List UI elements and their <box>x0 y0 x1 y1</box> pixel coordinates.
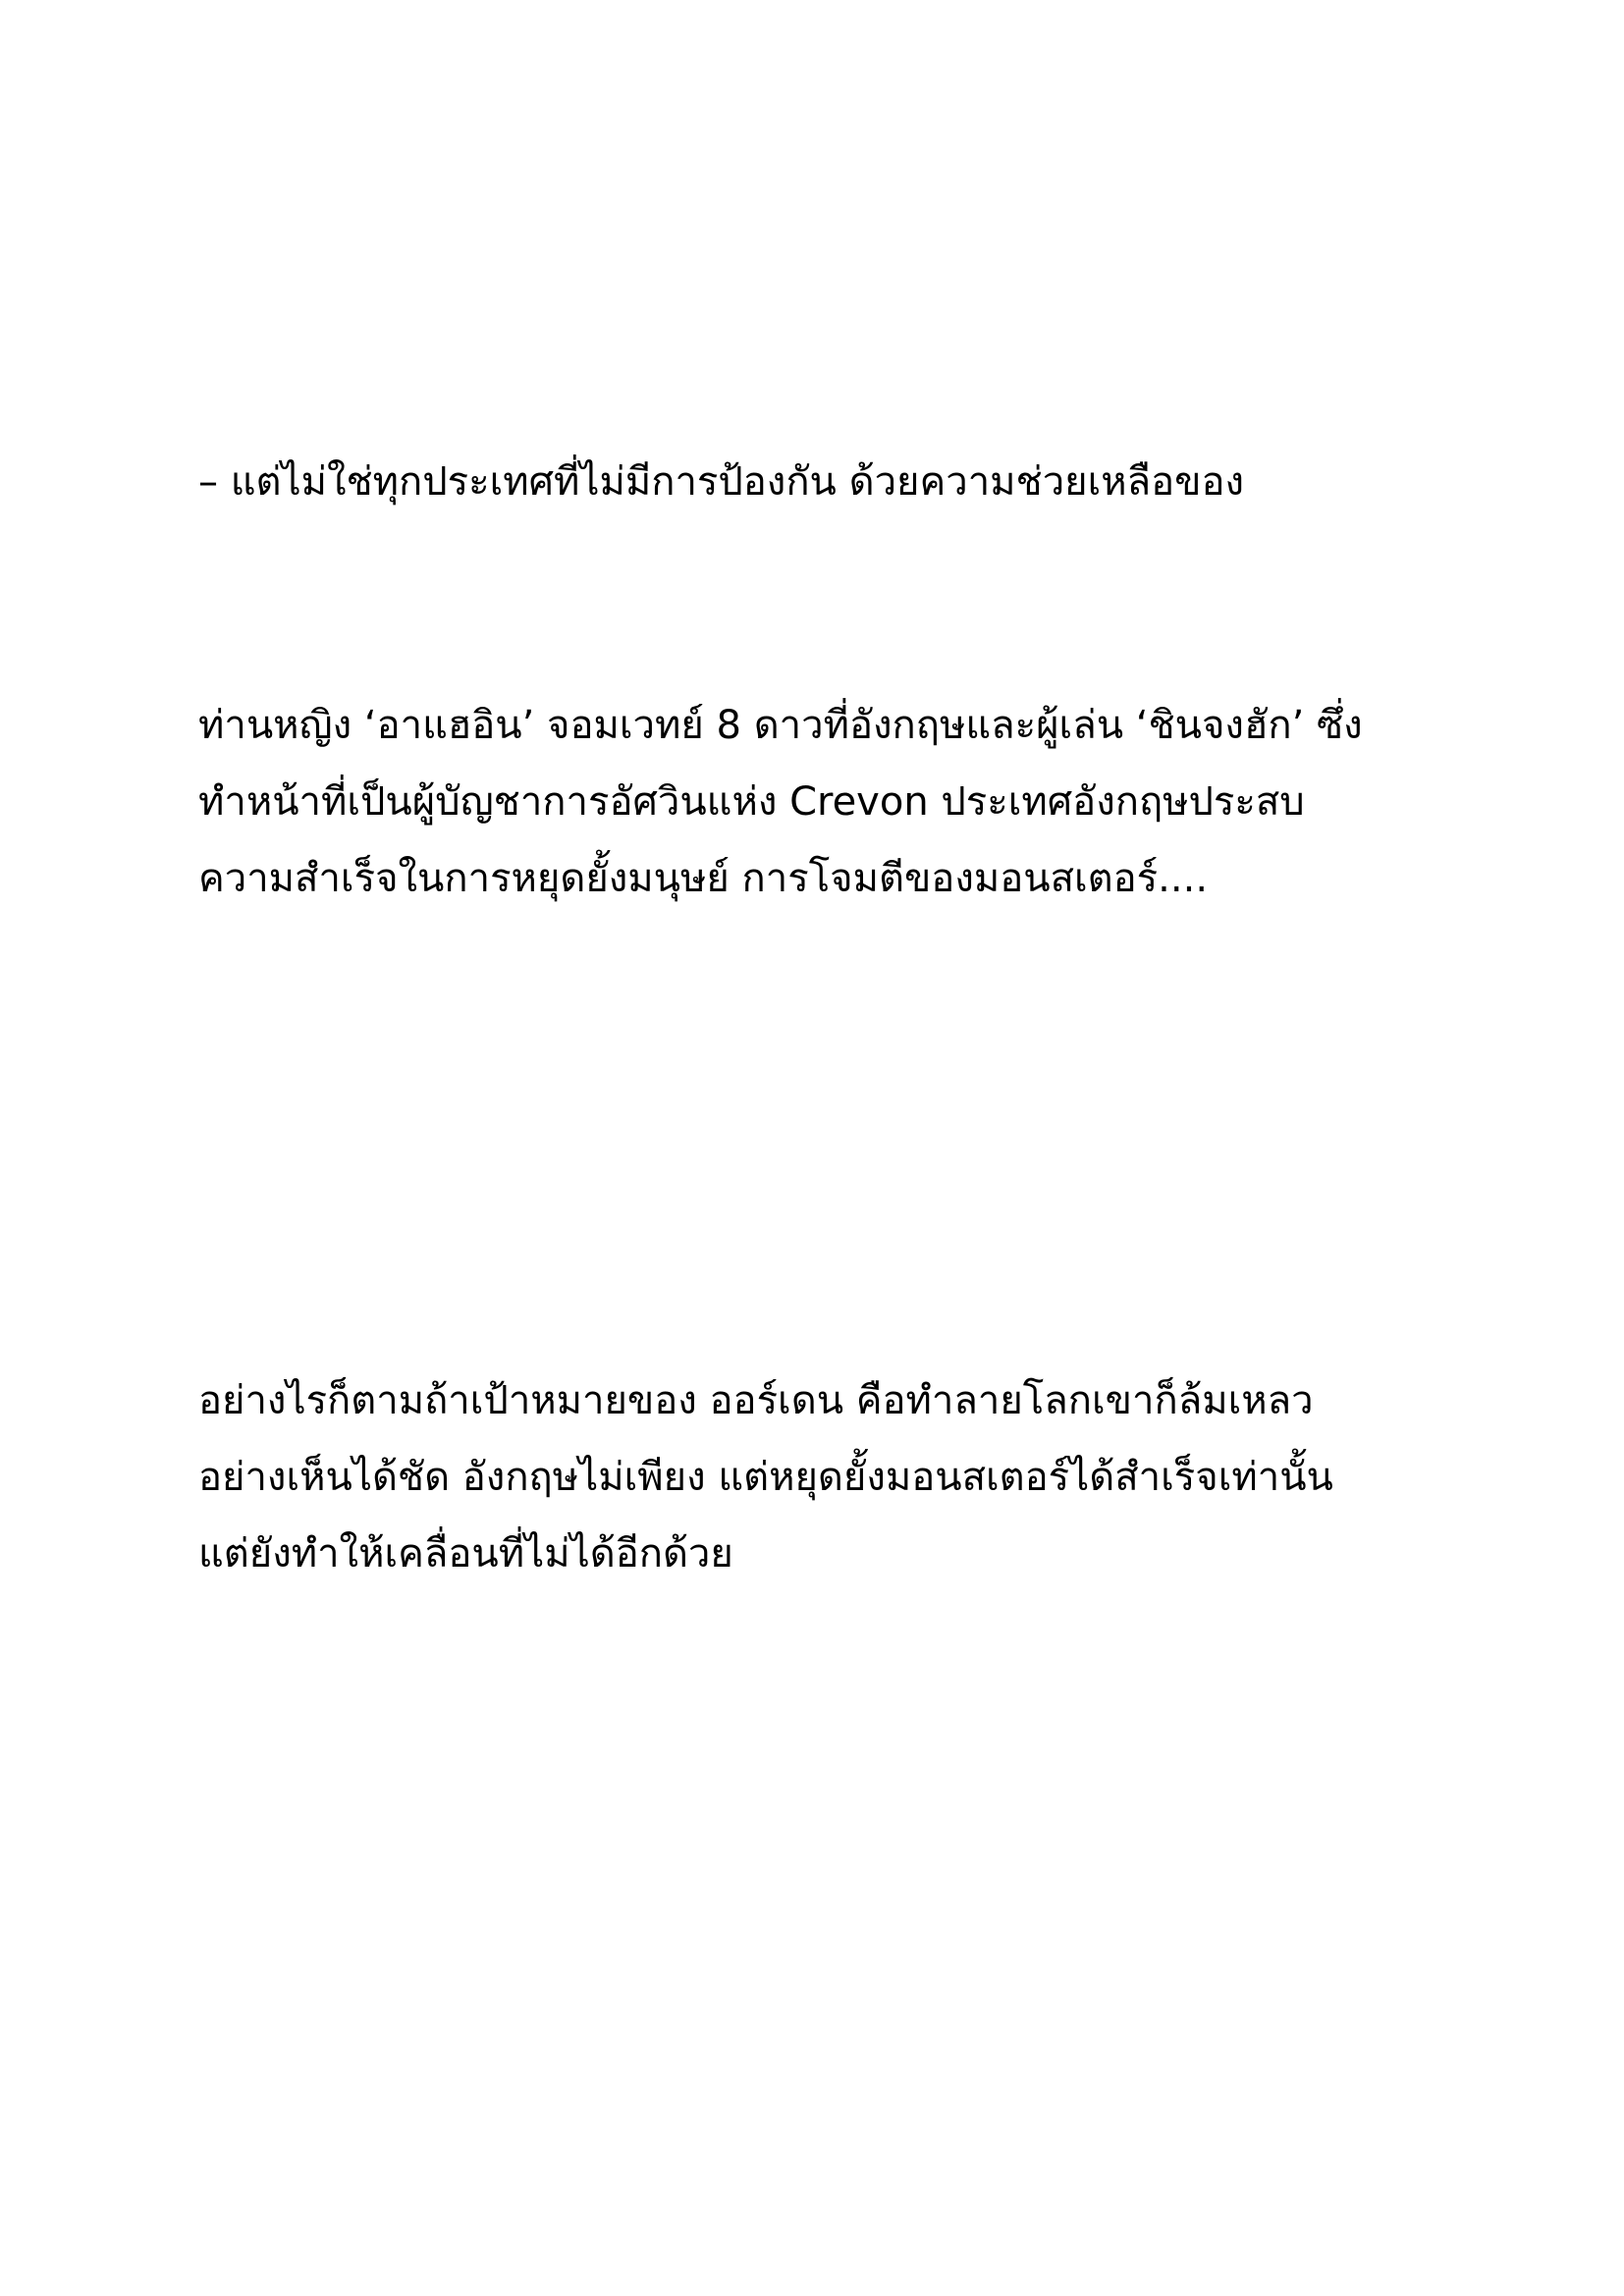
paragraph-2-line-3: ความสำเร็จในการหยุดยั้งมนุษย์ การโจมตีของมอนสเตอร์.... <box>198 856 1209 901</box>
paragraph-2-line-2: ทำหน้าที่เป็นผู้บัญชาการอัศวินแห่ง Crevon ประเทศอังกฤษประสบ <box>198 779 1305 825</box>
paragraph-2-line-1: ท่านหญิง ‘อาแฮอิน’ จอมเวทย์ 8 ดาวที่อังกฤษและผู้เล่น ‘ชินจงฮัก’ ซึ่ง <box>198 703 1363 748</box>
paragraph-1 <box>198 444 1244 520</box>
paragraph-3-line-3: แต่ยังทำให้เคลื่อนที่ไม่ได้อีกด้วย <box>198 1531 733 1576</box>
paragraph-1-line-1: – แต่ไม่ใช่ทุกประเทศที่ไม่มีการป้องกัน ด้วยความช่วยเหลือของ <box>198 459 1245 505</box>
paragraph-3 <box>198 1362 1333 1592</box>
paragraph-3-line-2: อย่างเห็นได้ชัด อังกฤษไม่เพียง แต่หยุดยั้งมอนสเตอร์ได้สำเร็จเท่านั้น <box>198 1455 1333 1500</box>
paragraph-3-line-1: อย่างไรก็ตามถ้าเป้าหมายของ ออร์เดน คือทำลายโลกเขาก็ล้มเหลว <box>198 1378 1314 1423</box>
paragraph-2 <box>198 687 1363 917</box>
